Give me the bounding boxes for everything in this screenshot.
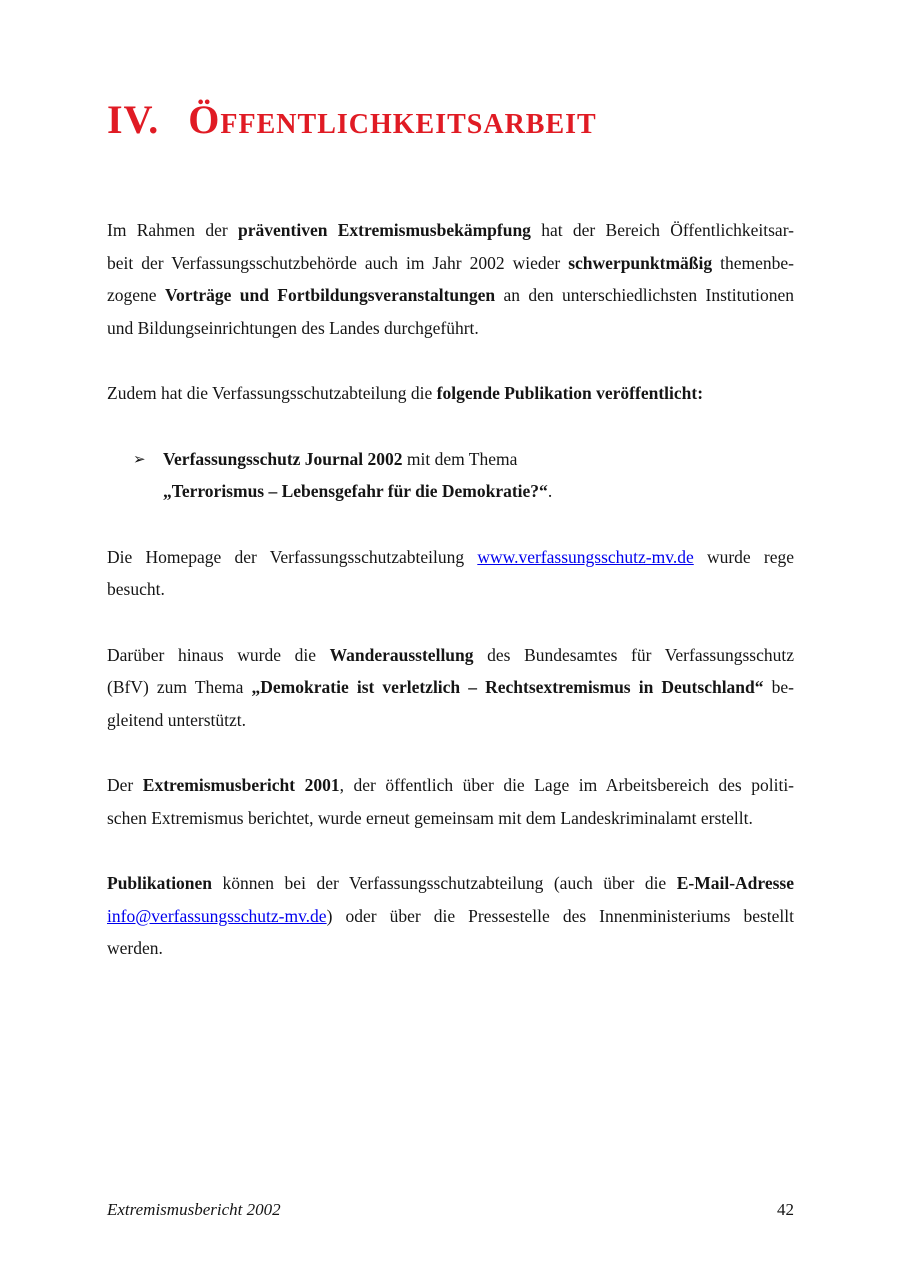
text-run: präventiven Extremismusbekämpfung bbox=[238, 220, 531, 240]
text-run: besucht. bbox=[107, 579, 165, 599]
text-run: Der bbox=[107, 775, 143, 795]
paragraph bbox=[107, 377, 794, 410]
text-run: wurde rege bbox=[693, 546, 794, 567]
text-run: Vorträge und Fortbildungsveranstaltungen bbox=[164, 285, 496, 305]
text-line bbox=[107, 671, 794, 704]
text-run: . bbox=[547, 481, 553, 501]
footer-document-title: Extremismusbericht 2002 bbox=[107, 1200, 281, 1219]
text-run: schwerpunktmäßig bbox=[568, 252, 713, 273]
text-run: (BfV) zum Thema bbox=[107, 677, 252, 697]
email-link[interactable]: info@verfassungsschutz-mv.de bbox=[107, 905, 327, 926]
text-line bbox=[107, 639, 794, 672]
paragraph bbox=[107, 541, 794, 606]
text-line bbox=[163, 443, 794, 476]
text-run: , der öffentlich über die Lage im Arbeitsbereich des politi- bbox=[339, 775, 794, 795]
text-run: Darüber hinaus wurde die bbox=[107, 644, 330, 665]
text-run: schen Extremismus berichtet, wurde erneut gemeinsam mit dem Landeskriminalamt erstellt. bbox=[107, 807, 753, 828]
text-run: ) oder über die Pressestelle des Innenministeriums bestellt bbox=[326, 905, 794, 926]
paragraph bbox=[107, 639, 794, 737]
paragraph bbox=[107, 214, 794, 344]
text-run: Extremismusbericht 2001 bbox=[142, 775, 340, 795]
body-text bbox=[107, 214, 794, 965]
footer bbox=[107, 1200, 794, 1220]
footer-page-number: 42 bbox=[777, 1200, 794, 1219]
text-run: an den unterschiedlichsten Institutionen bbox=[495, 285, 794, 305]
text-run: folgende Publikation veröffentlicht: bbox=[436, 383, 704, 403]
text-run: hat der Bereich Öffentlichkeitsar- bbox=[530, 220, 794, 240]
text-run: E-Mail-Adresse bbox=[676, 873, 794, 893]
text-line bbox=[107, 377, 794, 410]
text-line bbox=[163, 475, 794, 508]
text-line bbox=[107, 541, 794, 574]
section-title: Öffentlichkeitsarbeit bbox=[188, 97, 597, 142]
text-run: Im Rahmen der bbox=[107, 220, 239, 240]
section-number: IV. bbox=[107, 97, 160, 142]
text-run: „Terrorismus – Lebensgefahr für die Demokratie?“ bbox=[163, 481, 548, 501]
paragraph bbox=[107, 867, 794, 965]
text-line bbox=[107, 769, 794, 802]
text-run: Wanderausstellung bbox=[329, 644, 474, 665]
text-run: zogene bbox=[107, 285, 165, 305]
text-run: können bei der Verfassungsschutzabteilung (auch über die bbox=[212, 873, 677, 893]
paragraph bbox=[107, 769, 794, 834]
bullet-list-item bbox=[107, 443, 794, 508]
text-line bbox=[107, 704, 794, 737]
text-line bbox=[107, 312, 794, 345]
text-line bbox=[107, 279, 794, 312]
text-line bbox=[107, 900, 794, 933]
text-line bbox=[107, 247, 794, 280]
text-run: gleitend unterstützt. bbox=[107, 709, 246, 730]
text-line bbox=[107, 932, 794, 965]
text-run: Die Homepage der Verfassungsschutzabteilung bbox=[107, 546, 478, 567]
text-run: beit der Verfassungsschutzbehörde auch im Jahr 2002 wieder bbox=[107, 252, 569, 273]
homepage-link[interactable]: www.verfassungsschutz-mv.de bbox=[477, 546, 694, 567]
text-run: und Bildungseinrichtungen des Landes durchgeführt. bbox=[107, 317, 479, 338]
text-run: mit dem Thema bbox=[402, 448, 518, 469]
text-run: werden. bbox=[107, 938, 163, 958]
text-line bbox=[107, 214, 794, 247]
text-run: des Bundesamtes für Verfassungsschutz bbox=[473, 644, 794, 665]
text-line bbox=[107, 573, 794, 606]
page-content bbox=[107, 0, 794, 998]
text-run: themenbe- bbox=[712, 252, 794, 273]
text-run: be- bbox=[763, 677, 794, 697]
text-line bbox=[107, 867, 794, 900]
text-run: Publikationen bbox=[107, 873, 213, 893]
text-run: Zudem hat die Verfassungsschutzabteilung die bbox=[107, 383, 437, 403]
text-line bbox=[107, 802, 794, 835]
text-run: „Demokratie ist verletzlich – Rechtsextremismus in Deutschland“ bbox=[251, 677, 764, 697]
bullet-arrow-icon: ➢ bbox=[133, 449, 146, 468]
text-run: Verfassungsschutz Journal 2002 bbox=[163, 448, 403, 469]
section-heading bbox=[107, 0, 794, 144]
